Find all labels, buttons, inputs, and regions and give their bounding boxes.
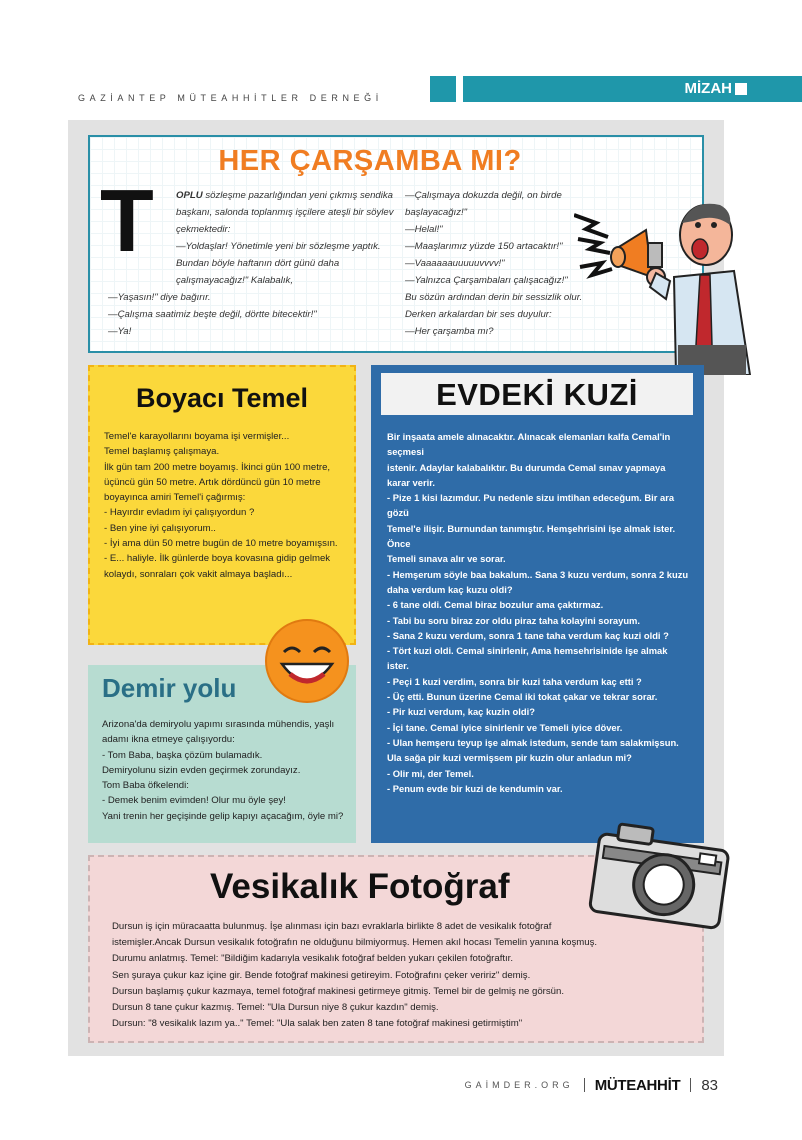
text-line: - Tom Baba, başka çözüm bulamadık. <box>102 749 263 761</box>
text-line: - Sana 2 kuzu verdum, sonra 1 tane taha verdum kaç kuzi oldi ? <box>387 629 669 641</box>
text-line: —Maaşlarımız yüzde 150 artacaktır!" <box>405 241 563 252</box>
article-evdeki-kuzi <box>371 365 704 843</box>
sound-lines-icon <box>574 215 612 275</box>
header-accent-block <box>430 76 456 102</box>
text-line: - İyi ama dün 50 metre bugün de 10 metre boyamışsın. <box>104 538 338 550</box>
text-line: - İçi tane. Cemal iyice sinirlenir ve Temeli iyice döver. <box>387 721 623 733</box>
page-header <box>0 76 802 104</box>
camera-icon <box>585 820 735 930</box>
article-title: Boyacı Temel <box>135 383 309 413</box>
article-title: Demir yolu <box>102 673 237 703</box>
text-line: —Helal!" <box>405 224 443 235</box>
text-line: - Tabi bu soru biraz zor oldu piraz taha kolayini sorayum. <box>387 614 640 626</box>
page-number: 83 <box>701 1076 718 1094</box>
footer-brand-logo: MÜTEAHHİT <box>594 1076 681 1094</box>
divider <box>690 1078 691 1092</box>
text-line: Temel'e karayollarını boyama işi vermişler... <box>104 431 290 442</box>
drop-cap: T <box>100 171 154 270</box>
text-line: - Penum evde bir kuzi de kendumin var. <box>387 782 563 794</box>
text-line: Dursun başlamış çukur kazmaya, temel fotoğraf makinesi getirmeye gitmiş. Temel bir de gelmiş ne görsün. <box>112 985 564 997</box>
section-banner <box>463 76 802 102</box>
text-line: Arizona'da demiryolu yapımı sırasında mühendis, yaşlı adamı ikna etmeye çalışıyordu: <box>102 719 335 746</box>
article-body <box>102 717 344 824</box>
text-line: Bu sözün ardından derin bir sessizlik olur. <box>405 292 583 303</box>
text-line: - Demek benim evimden! Olur mu öyle şey! <box>102 795 286 807</box>
text-line: - Hemşerum söyle baa bakalum.. Sana 3 kuzu verdum, sonra 2 kuzu daha verdum kaç kuzu oldi? <box>387 568 689 595</box>
text-line: Sen şuraya çukur kaz içine gir. Bende fotoğraf makinesi getireyim. Fotoğrafını çeker veririz" demiş. <box>112 969 531 981</box>
text-line: - 6 tane oldi. Cemal biraz bozulur ama çaktırmaz. <box>387 599 604 611</box>
text-line: —Yoldaşlar! Yönetimle yeni bir sözleşme yaptık. Bundan böyle haftanın dört günü daha çalışmayacağız!" Kalabalık, <box>176 241 381 286</box>
text-line: —Yalnızca Çarşambaları çalışacağız!" <box>405 275 568 286</box>
text-line: - Pir kuzi verdum, kaç kuzin oldi? <box>387 706 535 718</box>
article-body <box>112 919 692 1032</box>
article-body <box>104 429 344 582</box>
text-line: —Her çarşamba mı? <box>405 326 494 337</box>
divider <box>584 1078 585 1092</box>
lead-text: sözleşme pazarlığından yeni çıkmış sendika başkanı, salonda toplanmış işçilere ateşli bir söylev çekmektedir: <box>176 190 394 235</box>
text-line: - Ulan hemşeru teyup işe almak istedum, sende tam salakmişsun. Ula sağa pir kuzi vermişsem pir kuzin olur anladun mi? <box>387 736 679 764</box>
text-line: Yani trenin her geçişinde gelip kapıyı açacağım, öyle mi? <box>102 810 344 822</box>
text-line: - Peçi 1 kuzi verdim, sonra bir kuzi taha verdum kaç etti ? <box>387 675 642 687</box>
article-column-left <box>108 187 394 340</box>
text-line: —Çalışma saatimiz beşte değil, dörtte bitecektir!" <box>108 309 317 320</box>
laughing-face-icon <box>264 618 350 704</box>
text-line: Temel'e ilişir. Burnundan tanımıştır. Hemşehrisini işe almak ister. Önce <box>387 522 676 550</box>
text-line: Dursun iş için müracaatta bulunmuş. İşe alınması için bazı evraklarla birlikte 8 adet de vesikalık fotoğraf <box>112 921 552 932</box>
page-footer <box>465 1074 718 1096</box>
lead-bold: OPLU <box>176 190 203 201</box>
text-line: istemişler.Ancak Dursun vesikalık fotoğrafın ne olduğunu bilmiyormuş. Hemen akıl hocası Temelin yanına koşmuş. <box>112 937 598 949</box>
text-line: Bir inşaata amele alınacaktır. Alınacak elemanları kalfa Cemal'in seçmesi <box>387 431 671 458</box>
text-line: Dursun: "8 vesikalık lazım ya.." Temel: "Ula salak ben zaten 8 tane fotoğraf makinesi getirmiştim" <box>112 1018 523 1030</box>
lead-paragraph <box>108 187 394 238</box>
text-line: Temel başlamış çalışmaya. <box>104 446 220 458</box>
square-icon <box>735 83 747 95</box>
text-line: —Çalışmaya dokuzda değil, on birde başlayacağız!" <box>405 190 562 218</box>
article-body <box>387 429 689 796</box>
article-title: Vesikalık Fotoğraf <box>210 867 510 906</box>
text-line: —Yaşasın!" diye bağırır. <box>108 292 211 303</box>
text-line: Derken arkalardan bir ses duyulur: <box>405 309 552 320</box>
text-line: —Vaaaaaauuuuuvvvv!" <box>405 258 505 269</box>
text-line: - Tört kuzi oldi. Cemal sinirlenir, Ama hemsehrisinide işe almak ister. <box>387 645 668 672</box>
footer-site-link[interactable]: GAİMDER.ORG <box>464 1080 574 1090</box>
association-name: GAZİANTEP MÜTEAHHİTLER DERNEĞİ <box>78 93 383 103</box>
article-boyaci-temel <box>88 365 356 645</box>
text-line: istenir. Adaylar kalabalıktır. Bu durumda Cemal sınav yapmaya karar verir. <box>387 461 666 488</box>
text-line: Dursun 8 tane çukur kazmış. Temel: "Ula Dursun niye 8 çukur kazdın" demiş. <box>112 1002 439 1014</box>
text-line: Temeli sınava alır ve sorar. <box>387 553 506 565</box>
text-line: —Ya! <box>108 326 132 337</box>
text-line: - Ben yine iyi çalışıyorum.. <box>104 522 216 534</box>
text-line: - Hayırdır evladım iyi çalışıyordun ? <box>104 507 255 519</box>
text-line: - Olir mi, der Temel. <box>387 767 474 779</box>
megaphone-man-illustration <box>574 195 770 375</box>
text-line: - Üç etti. Bunun üzerine Cemal iki tokat çakar ve tekrar sorar. <box>387 691 658 703</box>
text-line: - E... haliyle. İlk günlerde boya kovasına gidip gelmek kolaydı, sonraları çok vakit almaya başladı... <box>104 553 331 580</box>
text-line: - Pize 1 kisi lazımdur. Pu nedenle sizu imtihan edeceğum. Bir ara gözü <box>387 492 675 519</box>
text-line: İlk gün tam 200 metre boyamış. İkinci gün 100 metre, üçüncü gün 50 metre. Artık dördüncü gün 10 metre boyayınca amiri Temel'i çağırmış: <box>104 461 331 504</box>
article-title: HER ÇARŞAMBA MI? <box>218 145 522 177</box>
text-line: Tom Baba öfkelendi: <box>102 780 189 792</box>
text-line: Demiryolunu sizin evden geçirmek zorundayız. <box>102 764 301 776</box>
text-line: Durumu anlatmış. Temel: "Bildiğim kadarıyla vesikalık fotoğraf belden yukarı çekilen fotoğraftır. <box>112 953 514 965</box>
article-title: EVDEKİ KUZİ <box>381 373 693 415</box>
section-label: MİZAH <box>684 80 732 97</box>
